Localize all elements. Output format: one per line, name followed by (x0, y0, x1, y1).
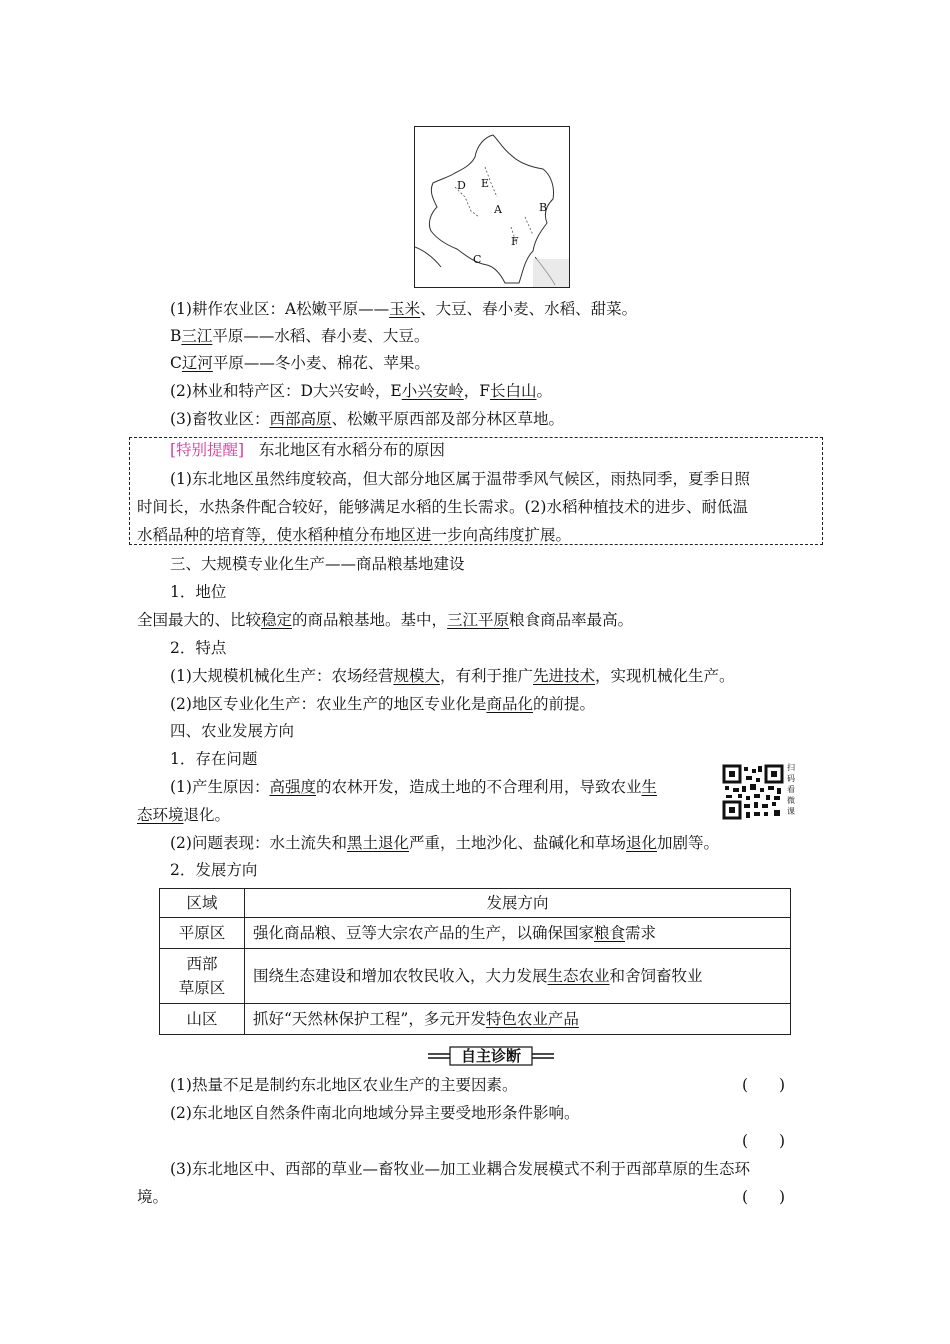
table-cell-direction: 抓好“天然林保护工程”，多元开发特色农业产品 (245, 1004, 791, 1035)
table-cell-direction: 围绕生态建设和增加农牧民收入，大力发展生态农业和舍饲畜牧业 (245, 949, 791, 1004)
answer-blank-2[interactable]: ( ) (742, 1132, 786, 1150)
map-label-e: E (481, 177, 490, 190)
livestock-line: (3)畜牧业区：西部高原、松嫩平原西部及部分林区草地。 (170, 410, 564, 428)
map-label-b: B (539, 201, 548, 214)
diagnosis-q3-line-1: (3)东北地区中、西部的草业—畜牧业—加工业耦合发展模式不利于西部草原的生态环 (170, 1160, 750, 1178)
section4-sub1: 1．存在问题 (170, 750, 258, 768)
section3-feature-2: (2)地区专业化生产：农业生产的地区专业化是商品化的前提。 (170, 695, 595, 713)
problem-cause-line-2: 态环境退化。 (137, 806, 231, 824)
northeast-map (414, 126, 570, 288)
table-header-direction: 发展方向 (245, 889, 791, 918)
section4-sub2: 2．发展方向 (170, 861, 258, 879)
farming-line-1: (1)耕作农业区：A松嫩平原——玉米、大豆、春小麦、水稻、甜菜。 (170, 300, 638, 318)
qr-caption: 扫码看微课 (787, 763, 795, 816)
section3-status: 全国最大的、比较稳定的商品粮基地。基中，三江平原粮食商品率最高。 (137, 611, 634, 629)
problem-cause-line-1: (1)产生原因：高强度的农林开发，造成土地的不合理利用，导致农业生 (170, 778, 658, 796)
reminder-title: 东北地区有水稻分布的原因 (258, 441, 445, 459)
section3-sub2: 2．特点 (170, 639, 227, 657)
diagnosis-q3-line-2: 境。 (137, 1188, 169, 1206)
reminder-line-2: 时间长，水热条件配合较好，能够满足水稻的生长需求。(2)水稻种植技术的进步、耐低温 (137, 498, 748, 516)
table-row (160, 949, 791, 1004)
section3-sub1: 1．地位 (170, 583, 227, 601)
answer-blank-3[interactable]: ( ) (742, 1188, 786, 1206)
table-cell-direction: 强化商品粮、豆等大宗农产品的生产，以确保国家粮食需求 (245, 918, 791, 949)
map-label-a: A (494, 203, 502, 216)
table-row (160, 918, 791, 949)
section3-feature-1: (1)大规模机械化生产：农场经营规模大，有利于推广先进技术，实现机械化生产。 (170, 667, 735, 685)
answer-blank-1[interactable]: ( ) (742, 1076, 786, 1094)
map-label-f: F (511, 235, 519, 248)
diagnosis-q2: (2)东北地区自然条件南北向地域分异主要受地形条件影响。 (170, 1104, 580, 1122)
table-cell-region: 山区 (160, 1004, 245, 1035)
table-row (160, 1004, 791, 1035)
problem-manifest-line: (2)问题表现：水土流失和黑土退化严重，土地沙化、盐碱化和草场退化加剧等。 (170, 834, 720, 852)
table-header-row (160, 889, 791, 918)
self-diagnosis-banner (428, 1046, 554, 1066)
reminder-line-3: 水稻品种的培育等，使水稻种植分布地区进一步向高纬度扩展。 (137, 526, 572, 544)
table-cell-region: 西部 草原区 (160, 949, 245, 1004)
farming-line-3: C辽河平原——冬小麦、棉花、苹果。 (170, 354, 430, 372)
farming-line-2: B三江平原——水稻、春小麦、大豆。 (170, 327, 430, 345)
table-header-region: 区域 (160, 889, 245, 918)
section4-title: 四、农业发展方向 (170, 722, 295, 740)
development-table (159, 888, 791, 1035)
reminder-line-1: (1)东北地区虽然纬度较高，但大部分地区属于温带季风气候区，雨热同季，夏季日照 (170, 470, 750, 488)
table-cell-region: 平原区 (160, 918, 245, 949)
map-label-d: D (457, 179, 466, 192)
section3-title: 三、大规模专业化生产——商品粮基地建设 (170, 555, 465, 573)
qr-code-icon[interactable] (722, 764, 784, 820)
reminder-heading (170, 440, 445, 460)
forestry-line: (2)林业和特产区：D大兴安岭，E小兴安岭，F长白山。 (170, 382, 553, 400)
map-label-c: C (473, 253, 482, 266)
banner-title: 自主诊断 (460, 1047, 521, 1065)
diagnosis-q1: (1)热量不足是制约东北地区农业生产的主要因素。 (170, 1076, 518, 1094)
reminder-label: [特别提醒] (170, 441, 245, 459)
